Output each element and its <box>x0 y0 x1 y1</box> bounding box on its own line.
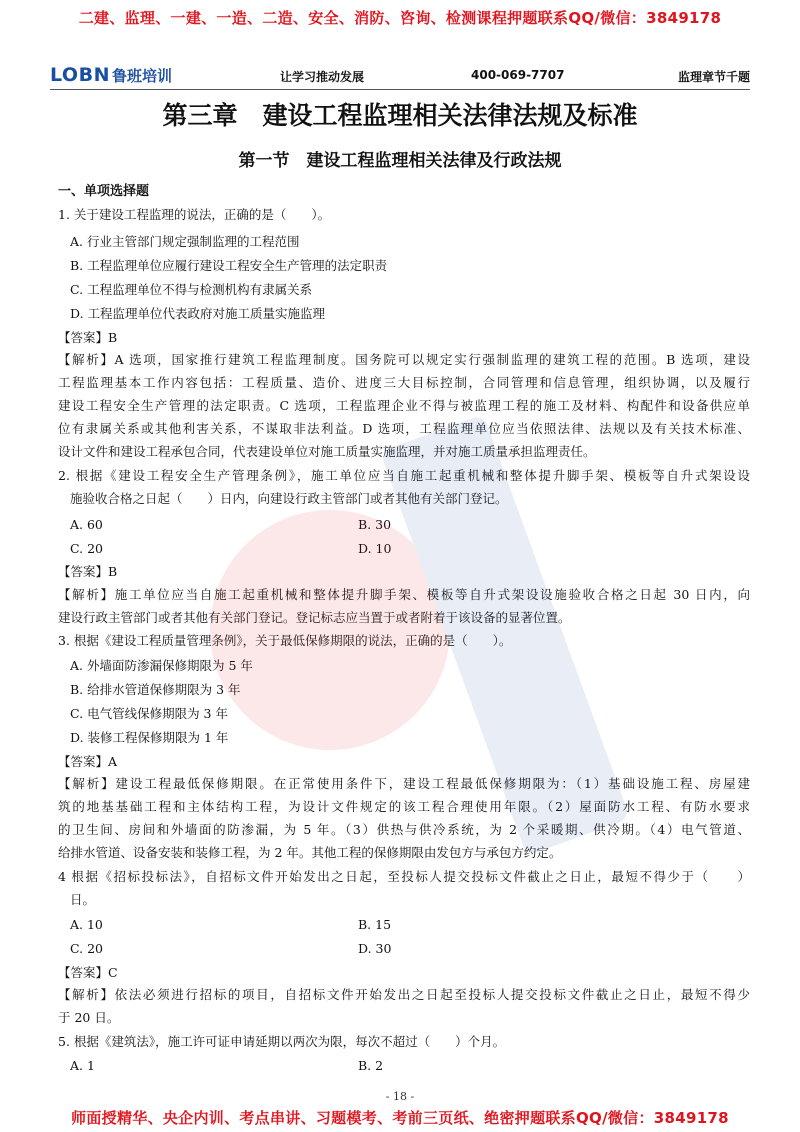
chapter-title: 第三章 建设工程监理相关法律法规及标准 <box>162 101 638 130</box>
q4-option-d: D. 30 <box>358 941 392 956</box>
q3-stem: 3. 根据《建设工程质量管理条例》，关于最低保修期限的说法，正确的是（ ）。 <box>58 633 512 648</box>
header-book-title: 监理章节千题 <box>677 70 750 84</box>
q1-explanation-line-3: 建设工程安全生产管理的法定职责。C 选项，工程监理企业不得与被监理工程的施工及材料、构配件和设备供应单 <box>58 398 750 413</box>
q4-option-a: A. 10 <box>70 917 103 932</box>
q2-option-a: A. 60 <box>70 517 103 532</box>
header-phone: 400-069-7707 <box>471 68 565 82</box>
q3-option-b: B. 给排水管道保修期限为 3 年 <box>70 682 241 697</box>
section-title: 第一节 建设工程监理相关法律及行政法规 <box>238 151 562 171</box>
q5-option-b: B. 2 <box>358 1058 384 1073</box>
q3-explanation-line-1: 【解析】建设工程最低保修期限。在正常使用条件下，建设工程最低保修期限为：（1）基础设施工程、房屋建 <box>58 776 750 791</box>
q4-explanation-line-1: 【解析】依法必须进行招标的项目，自招标文件开始发出之日起至投标人提交投标文件截止之日止，最短不得少 <box>58 987 750 1002</box>
top-promo-banner: 二建、监理、一建、一造、二造、安全、消防、咨询、检测课程押题联系QQ/微信：3849178 <box>78 9 722 27</box>
q4-option-b: B. 15 <box>358 917 392 932</box>
q2-option-c: C. 20 <box>70 541 103 556</box>
q1-option-a: A. 行业主管部门规定强制监理的工程范围 <box>70 234 300 249</box>
q4-option-c: C. 20 <box>70 941 103 956</box>
q4-answer: 【答案】C <box>58 965 118 980</box>
q1-stem: 1. 关于建设工程监理的说法，正确的是（ ）。 <box>58 207 331 222</box>
logo-latin-text: LOBN <box>50 64 110 86</box>
q4-stem-line-1: 4 根据《招标投标法》，自招标文件开始发出之日起，至投标人提交投标文件截止之日止，最短不得少于（ ） <box>58 869 750 884</box>
q2-stem-line-1: 2. 根据《建设工程安全生产管理条例》，施工单位应当自施工起重机械和整体提升脚手架、模板等自升式架设设 <box>58 468 750 483</box>
q1-answer: 【答案】B <box>58 330 118 345</box>
q3-option-d: D. 装修工程保修期限为 1 年 <box>70 730 229 745</box>
q5-option-a: A. 1 <box>70 1058 95 1073</box>
q2-stem-line-2: 施验收合格之日起（ ）日内，向建设行政主管部门或者其他有关部门登记。 <box>70 491 508 506</box>
logo-chinese-text: 鲁班培训 <box>111 66 172 85</box>
q4-stem-line-2: 日。 <box>70 892 96 907</box>
header-divider <box>50 89 750 90</box>
page-number: - 18 - <box>385 1090 415 1103</box>
q5-stem: 5. 根据《建筑法》，施工许可证申请延期以两次为限，每次不超过（ ）个月。 <box>58 1034 506 1049</box>
q1-explanation-line-2: 工程监理基本工作内容包括：工程质量、造价、进度三大目标控制，合同管理和信息管理，组织协调，以及履行 <box>58 375 750 390</box>
q3-explanation-line-2: 筑的地基基础工程和主体结构工程，为设计文件规定的该工程合理使用年限。（2）屋面防水工程、有防水要求 <box>58 799 750 814</box>
header-slogan: 让学习推动发展 <box>280 70 365 84</box>
q3-answer: 【答案】A <box>58 754 118 769</box>
q3-explanation-line-3: 的卫生间、房间和外墙面的防渗漏，为 5 年。（3）供热与供冷系统，为 2 个采暖期、供冷期。（4）电气管道、 <box>58 822 750 837</box>
q1-option-c: C. 工程监理单位不得与检测机构有隶属关系 <box>70 282 313 297</box>
q1-explanation-line-1: 【解析】A 选项，国家推行建筑工程监理制度。国务院可以规定实行强制监理的建筑工程的范围。B 选项，建设 <box>58 352 750 367</box>
brand-logo <box>50 64 172 86</box>
q3-explanation-line-4: 给排水管道、设备安装和装修工程，为 2 年。其他工程的保修期限由发包方与承包方约定。 <box>58 845 562 860</box>
q2-option-b: B. 30 <box>358 517 392 532</box>
q2-option-d: D. 10 <box>358 541 392 556</box>
bottom-promo-banner: 师面授精华、央企内训、考点串讲、习题模考、考前三页纸、绝密押题联系QQ/微信：3849178 <box>71 1109 729 1127</box>
q1-option-d: D. 工程监理单位代表政府对施工质量实施监理 <box>70 306 326 321</box>
q3-option-a: A. 外墙面防渗漏保修期限为 5 年 <box>70 658 253 673</box>
q1-explanation-line-5: 设计文件和建设工程承包合同，代表建设单位对施工质量实施监理，并对施工质量承担监理责任。 <box>58 444 596 459</box>
q2-answer: 【答案】B <box>58 564 118 579</box>
q4-explanation-line-2: 于 20 日。 <box>58 1010 120 1025</box>
q1-option-b: B. 工程监理单位应履行建设工程安全生产管理的法定职责 <box>70 258 388 273</box>
page-header <box>50 66 750 88</box>
q3-option-c: C. 电气管线保修期限为 3 年 <box>70 706 228 721</box>
q2-explanation-line-1: 【解析】施工单位应当自施工起重机械和整体提升脚手架、模板等自升式架设设施验收合格之日起 30 日内，向 <box>58 587 750 602</box>
q2-explanation-line-2: 建设行政主管部门或者其他有关部门登记。登记标志应当置于或者附着于该设备的显著位置。 <box>58 610 571 625</box>
q1-explanation-line-4: 位有隶属关系或其他利害关系，不谋取非法利益。D 选项，工程监理单位应当依照法律、法规以及有关技术标准、 <box>58 421 750 436</box>
part-title: 一、单项选择题 <box>58 184 150 199</box>
